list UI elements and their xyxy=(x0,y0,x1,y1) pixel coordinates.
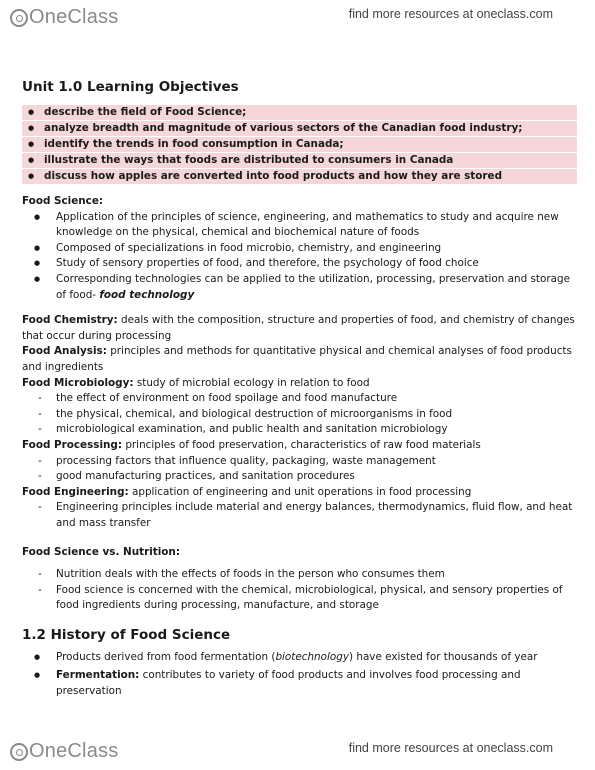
vs-nutrition-label: Food Science vs. Nutrition: xyxy=(22,546,180,559)
food-science-label: Food Science: xyxy=(22,195,104,207)
oneclass-logo[interactable] xyxy=(10,6,118,29)
list-item: ● Products derived from food fermentation (biotechnology) have existed for thousands of year xyxy=(22,650,577,666)
history-title: 1.2 History of Food Science xyxy=(22,626,231,643)
oneclass-logo-icon xyxy=(10,9,28,27)
oneclass-logo[interactable] xyxy=(10,740,118,763)
food-engineering-def: Food Engineering: application of engineering and unit operations in food processing xyxy=(22,485,472,498)
list-item: - processing factors that influence quality, packaging, waste management xyxy=(22,454,577,470)
microbiology-list xyxy=(22,391,577,438)
list-item: - Engineering principles include material and energy balances, thermodynamics, fluid flow, and heat and mass transfer xyxy=(22,500,577,531)
page-header xyxy=(0,0,595,36)
logo-text: OneClass xyxy=(29,740,119,762)
objective-item: ● describe the field of Food Science; xyxy=(22,105,577,120)
list-item: ● Corresponding technologies can be applied to the utilization, processing, preservation and storage of food- food technology xyxy=(22,272,577,303)
food-chemistry-def: Food Chemistry: deals with the composition, structure and properties of food, and chemistry of changes that occur during processing xyxy=(22,314,575,342)
food-science-list xyxy=(22,210,577,304)
vs-nutrition-list xyxy=(22,567,577,614)
find-more-link[interactable]: find more resources at oneclass.com xyxy=(348,7,553,21)
food-microbiology-def: Food Microbiology: study of microbial ecology in relation to food xyxy=(22,376,370,389)
objective-item: ● analyze breadth and magnitude of various sectors of the Canadian food industry; xyxy=(22,121,577,136)
learning-objectives-list xyxy=(22,105,577,184)
engineering-list xyxy=(22,500,577,531)
history-list xyxy=(22,650,577,700)
list-item: - the physical, chemical, and biological destruction of microorganisms in food xyxy=(22,407,577,423)
document-page xyxy=(22,78,577,700)
logo-text: OneClass xyxy=(29,6,119,28)
list-item: ● Fermentation: contributes to variety of food products and involves food processing and preservation xyxy=(22,668,577,699)
objective-item: ● identify the trends in food consumption in Canada; xyxy=(22,137,577,152)
list-item: - the effect of environment on food spoilage and food manufacture xyxy=(22,391,577,407)
list-item: ● Application of the principles of science, engineering, and mathematics to study and acquire new knowledge on the physical, chemical and biochemical nature of foods xyxy=(22,210,577,241)
list-item: - microbiological examination, and public health and sanitation microbiology xyxy=(22,422,577,438)
list-item: - Nutrition deals with the effects of foods in the person who consumes them xyxy=(22,567,577,583)
food-processing-def: Food Processing: principles of food preservation, characteristics of raw food materials xyxy=(22,438,481,451)
list-item: ● Composed of specializations in food microbio, chemistry, and engineering xyxy=(22,241,577,257)
page-footer xyxy=(0,734,595,770)
biotechnology-emph: biotechnology xyxy=(275,650,349,663)
objective-item: ● discuss how apples are converted into food products and how they are stored xyxy=(22,169,577,184)
list-item: - Food science is concerned with the chemical, microbiological, physical, and sensory properties of food ingredients during processing, manufacture, and storage xyxy=(22,583,577,614)
unit-title: Unit 1.0 Learning Objectives xyxy=(22,79,239,95)
list-item: - good manufacturing practices, and sanitation procedures xyxy=(22,469,577,485)
food-analysis-def: Food Analysis: principles and methods for quantitative physical and chemical analyses of food products and ingredients xyxy=(22,345,572,373)
objective-item: ● illustrate the ways that foods are distributed to consumers in Canada xyxy=(22,153,577,168)
processing-list xyxy=(22,454,577,485)
food-technology-emph: food technology xyxy=(99,288,195,301)
find-more-link[interactable]: find more resources at oneclass.com xyxy=(348,741,553,755)
oneclass-logo-icon xyxy=(10,743,28,761)
list-item: ● Study of sensory properties of food, and therefore, the psychology of food choice xyxy=(22,256,577,272)
